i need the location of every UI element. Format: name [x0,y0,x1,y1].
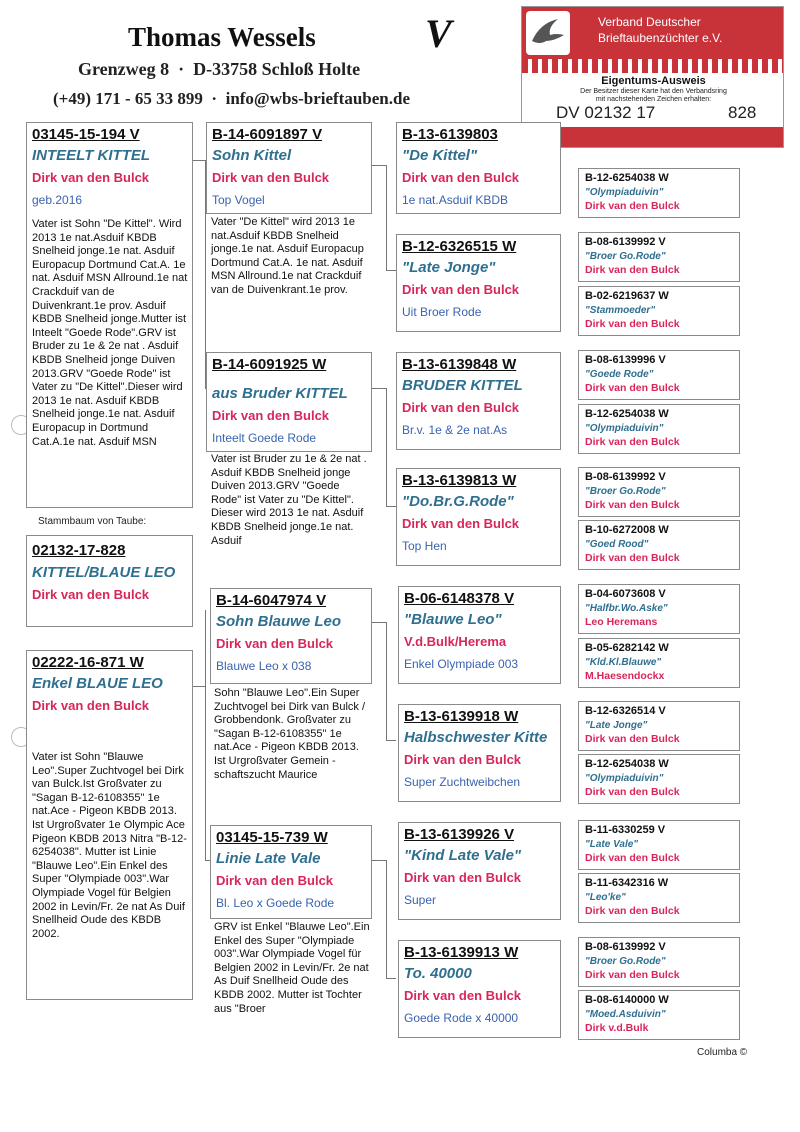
breeder-address: Grenzweg 8 · D-33758 Schloß Holte [78,59,361,79]
card-org-line2: Brieftaubenzüchter e.V. [598,31,723,45]
gen2-card-2[interactable] [206,352,372,452]
gen3-card-5[interactable] [398,586,561,684]
gen2-breeder: Dirk van den Bulck [216,873,334,888]
gen4-ring: B-12-6254038 W [585,172,669,184]
mark-v: V [425,11,452,56]
subject-name: KITTEL/BLAUE LEO [32,564,176,581]
sire-breeder: Dirk van den Bulck [32,170,150,185]
card-pattern-band [522,59,784,73]
gen3-breeder: Dirk van den Bulck [402,170,520,185]
gen4-breeder: Dirk van den Bulck [585,318,680,330]
gen2-name: aus Bruder KITTEL [212,385,348,402]
dam-breeder: Dirk van den Bulck [32,698,150,713]
gen4-name: "Goede Rode" [585,369,654,380]
sire-description: Vater ist Sohn "De Kittel". Wird 2013 1e nat.Asduif KBDB Snelheid jonge.1e nat. Asduif Europacup Dortmund Cat.A. 1e nat. Asduif MSN Allround.1e nat Crackduif van de Duivenkrant.1e prov. Asduif KBDB Snelheid jonge.Mutter ist Inteelt "Goede Rode".GRV ist Bruder zu 1e & 2e nat . Asduif KBDB Snelheid jonge Duiven 2013.GRV "Goede Rode" ist Vater zu "De Kittel".Dieser wird 2013 1e nat. Asduif KBDB Snelheid jonge.1e nat. Asduif Europacup in Dortmund Cat.A.1e nat. Asduif MSN [32,218,188,448]
card-title: Eigentums-Ausweis [601,75,706,87]
gen4-name: "Kld.Kl.Blauwe" [585,657,662,668]
gen4-card-7[interactable] [578,520,740,570]
breeder-name: Thomas Wessels [128,22,316,52]
gen4-breeder: M.Haesendockx [585,670,665,682]
gen3-ring: B-13-6139918 W [404,708,519,725]
gen2-card-4[interactable] [210,825,372,919]
gen2-ring: B-14-6091925 W [212,356,327,373]
gen4-ring: B-08-6139996 V [585,354,666,366]
gen2-card-3[interactable] [210,588,372,684]
gen4-breeder: Dirk van den Bulck [585,852,680,864]
gen4-breeder: Dirk van den Bulck [585,382,680,394]
card-text1: Der Besitzer dieser Karte hat den Verbandsring [580,88,727,95]
gen4-breeder: Dirk van den Bulck [585,905,680,917]
gen4-breeder: Dirk van den Bulck [585,733,680,745]
card-ring-number: 828 [728,103,757,122]
gen3-breeder: Dirk van den Bulck [402,282,520,297]
gen3-info: Super [404,893,437,907]
gen4-card-15[interactable] [578,990,740,1040]
sire-ring: 03145-15-194 V [32,126,140,143]
card-ring: DV 02132 17 [556,103,656,122]
gen2-name: Linie Late Vale [216,850,321,867]
gen4-name: "Late Vale" [585,839,639,850]
gen4-card-10[interactable] [578,701,740,751]
gen4-ring: B-08-6139992 V [585,471,666,483]
gen4-breeder: Dirk van den Bulck [585,499,680,511]
gen3-name: BRUDER KITTEL [402,377,523,394]
gen3-ring: B-06-6148378 V [404,590,515,607]
gen4-breeder: Dirk van den Bulck [585,969,680,981]
gen2-ring: B-14-6091897 V [212,126,323,143]
breeder-contact: (+49) 171 - 65 33 899 · info@wbs-brieftauben.de [53,89,410,108]
gen4-ring: B-12-6254038 W [585,758,669,770]
gen2-info: Inteelt Goede Rode [212,431,317,445]
dam-description: Vater ist Sohn "Blauwe Leo".Super Zuchtvogel bei Dirk van Bulck.Ist Großvater zu "Sagan B-12-6108355" 1e nat.Ace - Pigeon KBDB 2013. Ist Urgroßvater 1e Olympic Ace Pigeon KBDB 2013 Nitra "B-12-6254038". Mutter ist Linie "Blauwe Leo".Ein Enkel des Super "Olympiade 003".War Olympiade Vogel für Belgien 2002 in Levin/Fr. 2e nat As Duif Snellheid Oude des KBDB 2002. [32,751,187,940]
sire-card[interactable] [26,122,193,508]
gen4-name: "Moed.Asduivin" [585,1009,666,1020]
card-bottom-band [522,127,784,148]
gen3-info: Br.v. 1e & 2e nat.As [402,423,508,437]
gen4-card-14[interactable] [578,937,740,987]
gen4-card-5[interactable] [578,404,740,454]
dam-name: Enkel BLAUE LEO [32,675,163,692]
gen2-card-1[interactable] [206,122,372,214]
gen4-breeder: Dirk van den Bulck [585,264,680,276]
gen4-breeder: Dirk van den Bulck [585,786,680,798]
gen4-name: "Olympiaduivin" [585,187,664,198]
gen3-ring: B-13-6139803 [402,126,498,143]
gen4-card-12[interactable] [578,820,740,870]
gen3-ring: B-13-6139913 W [404,944,519,961]
gen3-breeder: Dirk van den Bulck [404,988,522,1003]
gen2-description: Vater "De Kittel" wird 2013 1e nat.Asduif KBDB Snelheid jonge.1e nat. Asduif Europacup Dortmund Cat.A. 1e nat. Asduif MSN Allround.1e nat Crackduif van de Duivenkrant.1e prov. [211,216,364,296]
subject-card[interactable] [26,535,193,627]
gen2-info: Top Vogel [212,193,265,207]
gen3-breeder: Dirk van den Bulck [404,752,522,767]
subject-ring: 02132-17-828 [32,542,126,559]
gen4-name: "Broer Go.Rode" [585,956,666,967]
gen3-name: "Do.Br.G.Rode" [402,493,514,510]
gen3-breeder: V.d.Bulk/Herema [404,634,507,649]
gen4-card-8[interactable] [578,584,740,634]
gen3-breeder: Dirk van den Bulck [402,516,520,531]
gen4-ring: B-04-6073608 V [585,588,666,600]
gen4-name: "Leo'ke" [585,892,626,903]
dam-ring: 02222-16-871 W [32,654,144,671]
gen3-card-8[interactable] [398,940,561,1038]
sire-info: geb.2016 [32,193,83,207]
gen4-name: "Olympiaduivin" [585,773,664,784]
gen3-card-1[interactable] [396,122,561,214]
gen4-ring: B-12-6326514 V [585,705,666,717]
gen3-info: Uit Broer Rode [402,305,482,319]
gen3-card-3[interactable] [396,352,561,450]
gen4-ring: B-10-6272008 W [585,524,669,536]
gen2-description: GRV ist Enkel "Blauwe Leo".Ein Enkel des Super "Olympiade 003".War Olympiade Vogel für Belgien 2002 in Levin/Fr. 2e nat As Duif Snellheid Oude des KBDB 2002. Mutter ist Tochter aus "Broer [214,921,370,1015]
gen4-card-13[interactable] [578,873,740,923]
gen3-name: To. 40000 [404,965,472,982]
gen4-card-9[interactable] [578,638,740,688]
gen2-description: Vater ist Bruder zu 1e & 2e nat . Asduif KBDB Snelheid jonge Duiven 2013.GRV "Goede Rode" ist Vater zu "De Kittel". Dieser wird 2013 1e nat. Asduif KBDB Snelheid jonge.1e nat. Asduif [211,453,367,547]
gen4-card-6[interactable] [578,467,740,517]
card-org-line1: Verband Deutscher [598,15,701,29]
gen4-name: "Broer Go.Rode" [585,486,666,497]
gen3-card-2[interactable] [396,234,561,332]
gen4-ring: B-11-6342316 W [585,877,669,889]
gen4-ring: B-08-6139992 V [585,941,666,953]
gen4-name: "Goed Rood" [585,539,649,550]
gen4-card-4[interactable] [578,350,740,400]
gen4-card-11[interactable] [578,754,740,804]
pedigree-caption: Stammbaum von Taube: [38,516,147,527]
gen4-ring: B-05-6282142 W [585,642,669,654]
gen3-ring: B-13-6139926 V [404,826,515,843]
subject-breeder: Dirk van den Bulck [32,587,150,602]
gen3-name: "Kind Late Vale" [404,847,522,864]
gen3-name: Halbschwester Kitte [404,729,548,746]
gen3-name: "De Kittel" [402,147,478,164]
gen4-name: "Stammoeder" [585,305,656,316]
gen2-breeder: Dirk van den Bulck [216,636,334,651]
gen4-name: "Halfbr.Wo.Aske" [585,603,668,614]
gen3-ring: B-12-6326515 W [402,238,517,255]
gen4-name: "Olympiaduivin" [585,423,664,434]
dove-logo-icon [526,11,570,55]
gen3-ring: B-13-6139813 W [402,472,517,489]
gen3-breeder: Dirk van den Bulck [404,870,522,885]
gen4-card-1[interactable] [578,168,740,218]
gen2-breeder: Dirk van den Bulck [212,408,330,423]
gen3-breeder: Dirk van den Bulck [402,400,520,415]
gen4-card-3[interactable] [578,286,740,336]
card-text2: mit nachstehenden Zeichen erhalten: [595,96,712,103]
gen3-card-4[interactable] [396,468,561,566]
gen2-description: Sohn "Blauwe Leo".Ein Super Zuchtvogel bei Dirk van Bulck / Grobbendonk. Großvater zu "Sagan B-12-6108355" 1e nat.Ace - Pigeon KBDB 2013. Ist Urgroßvater Gemein - schaftszucht Maurice [214,687,366,781]
sire-name: INTEELT KITTEL [32,147,151,164]
dam-card[interactable] [26,650,193,1000]
gen4-ring: B-08-6139992 V [585,236,666,248]
gen2-name: Sohn Kittel [212,147,292,164]
gen4-breeder: Leo Heremans [585,616,658,628]
gen4-ring: B-02-6219637 W [585,290,669,302]
gen4-card-2[interactable] [578,232,740,282]
gen3-info: Enkel Olympiade 003 [404,657,519,671]
gen3-name: "Late Jonge" [402,259,496,276]
gen3-info: Top Hen [402,539,447,553]
gen4-breeder: Dirk van den Bulck [585,436,680,448]
gen3-ring: B-13-6139848 W [402,356,517,373]
gen4-ring: B-08-6140000 W [585,994,669,1006]
gen4-breeder: Dirk van den Bulck [585,552,680,564]
gen3-card-7[interactable] [398,822,561,920]
gen4-breeder: Dirk v.d.Bulk [585,1022,649,1034]
gen2-info: Blauwe Leo x 038 [216,659,312,673]
gen3-info: Goede Rode x 40000 [404,1011,519,1025]
gen2-breeder: Dirk van den Bulck [212,170,330,185]
gen4-name: "Late Jonge" [585,720,648,731]
gen2-name: Sohn Blauwe Leo [216,613,342,630]
gen4-ring: B-12-6254038 W [585,408,669,420]
gen3-info: 1e nat.Asduif KBDB [402,193,509,207]
gen2-ring: 03145-15-739 W [216,829,328,846]
gen3-name: "Blauwe Leo" [404,611,502,628]
gen3-info: Super Zuchtweibchen [404,775,521,789]
gen3-card-6[interactable] [398,704,561,802]
gen2-info: Bl. Leo x Goede Rode [216,896,335,910]
gen2-ring: B-14-6047974 V [216,592,327,609]
gen4-ring: B-11-6330259 V [585,824,666,836]
gen4-name: "Broer Go.Rode" [585,251,666,262]
gen4-breeder: Dirk van den Bulck [585,200,680,212]
footer-credit: Columba © [697,1047,748,1058]
